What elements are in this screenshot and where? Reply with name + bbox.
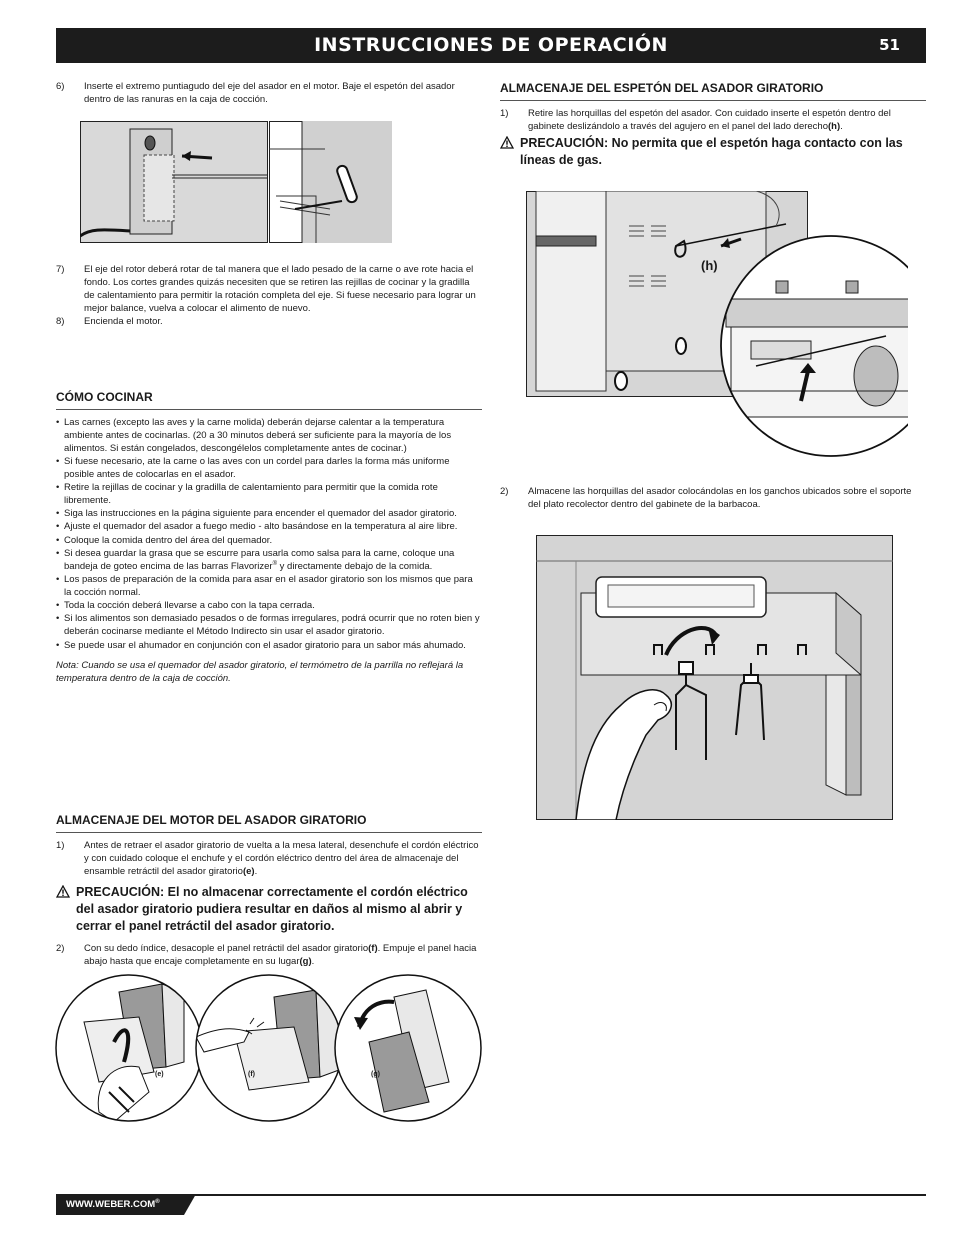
section-title: CÓMO COCINAR (56, 389, 482, 410)
cooking-note: Nota: Cuando se usa el quemador del asador giratorio, el termómetro de la parrilla no reflejará la temperatura dentro de la caja de cocción. (56, 659, 464, 684)
figure-spit-insert (80, 121, 392, 243)
section-motor-storage (56, 812, 482, 968)
caution-text: PRECAUCIÓN: El no almacenar correctamente el cordón eléctrico del asador giratorio pudiera resultar en daños al mismo al abrir y cerrar el panel retráctil del asador giratorio. (76, 884, 468, 934)
section-title: ALMACENAJE DEL MOTOR DEL ASADOR GIRATORIO (56, 812, 482, 833)
step-number: 2) (56, 942, 65, 954)
label-g: (g) (371, 1071, 380, 1078)
step-text: Retire las horquillas del espetón del asador. Con cuidado inserte el espetón dentro del gabinete deslizándolo a través del agujero en el panel del lado derecho (528, 107, 891, 132)
warning-triangle-icon (500, 136, 514, 149)
label-h: (h) (701, 258, 718, 273)
step-number: 2) (500, 486, 509, 497)
registered-mark: ® (272, 560, 278, 567)
caution-gas-lines (500, 135, 926, 170)
steps-7-8 (56, 263, 482, 329)
list-item: • Toda la cocción deberá llevarse a cabo con la tapa cerrada. (56, 599, 482, 612)
step-text: El eje del rotor deberá rotar de tal manera que el lado pesado de la carne o ave rote hacia el fondo. Los cortes grandes quizás necesiten que se retiren las rejillas de cocinar y la gradilla de calentamiento para permitir la rotación completa del eje. Si fuese necesario para lograr un mejor balance, vuelva a colocar el alimento de nuevo. (84, 264, 476, 315)
step-text: Inserte el extremo puntiagudo del eje del asador en el motor. Baje el espetón del asador dentro de las ranuras en la caja de cocción. (84, 81, 455, 106)
caution-text: PRECAUCIÓN: No permita que el espetón haga contacto con las líneas de gas. (520, 135, 903, 168)
list-item: • Siga las instrucciones en la página siguiente para encender el quemador del asador giratorio. (56, 507, 482, 520)
cooking-tips-list (56, 416, 482, 652)
figure-fork-hooks (536, 535, 893, 820)
step-number: 7) (56, 264, 65, 275)
list-item: • Los pasos de preparación de la comida para asar en el asador giratorio son los mismos que para la cocción normal. (56, 573, 482, 599)
step-text: Antes de retraer el asador giratorio de vuelta a la mesa lateral, desenchufe el cordón eléctrico y con cuidado coloque el enchufe y el cordón eléctrico dentro del área de almacenaje del ensamble retráctil del asador giratorio (84, 839, 479, 877)
list-item-text: Si desea guardar la grasa que se escurre para usarla como salsa para la carne, coloque una bandeja de goteo encima de las barras Flavorizer (64, 547, 455, 572)
step-6 (56, 80, 482, 106)
label-e: (e) (155, 1071, 164, 1078)
list-item: • Si los alimentos son demasiado pesados o de formas irregulares, podrá ocurrir que no roten bien y deberán cocinarse mediante el Método Indirecto sin usar el asador giratorio. (56, 612, 482, 638)
list-item (56, 547, 482, 573)
page-title: INSTRUCCIONES DE OPERACIÓN (314, 34, 668, 56)
footer-website[interactable]: WWW.WEBER.COM® (66, 1199, 160, 1211)
caution-cord (56, 884, 482, 936)
warning-triangle-icon (56, 885, 70, 898)
list-item: • Coloque la comida dentro del área del quemador. (56, 534, 482, 547)
step-number: 8) (56, 316, 65, 328)
step-number: 1) (56, 839, 65, 851)
header-bar (56, 28, 926, 63)
spit-storage-step-2 (500, 485, 926, 511)
step-text: Encienda el motor. (84, 316, 163, 328)
step-text-end: . (311, 955, 315, 967)
list-item: • Ajuste el quemador del asador a fuego medio - alto basándose en la temperatura al aire libre. (56, 520, 482, 533)
list-item: • Retire la rejillas de cocinar y la gradilla de calentamiento para permitir que la comida rote libremente. (56, 481, 482, 507)
section-title: ALMACENAJE DEL ESPETÓN DEL ASADOR GIRATORIO (500, 80, 926, 101)
step-text: Almacene las horquillas del asador colocándolas en los ganchos ubicados sobre el soporte del plato recolector dentro del gabinete de la barbacoa. (528, 486, 912, 511)
list-item-text: y directamente debajo de la comida. (277, 560, 433, 572)
figure-ref: (e) (242, 865, 255, 877)
list-item: • Si fuese necesario, ate la carne o las aves con un cordel para darles la forma más uniforme posible antes de colocarlas en el asador. (56, 455, 482, 481)
figure-ref: (g) (299, 955, 312, 967)
step-text: Con su dedo índice, desacople el panel retráctil del asador giratorio (84, 942, 369, 954)
step-text-end: . (840, 120, 843, 132)
figure-spit-cabinet (526, 191, 908, 467)
footer-website-tab (56, 1194, 196, 1215)
section-como-cocinar (56, 389, 482, 685)
step-number: 6) (56, 81, 65, 92)
list-item: • Las carnes (excepto las aves y la carne molida) deberán dejarse calentar a la temperatura ambiente antes de cocinarlas. (20 a 30 minutos deberá ser suficiente para la mayoría de los alimentos. Si están congelados, descongélelos completamente antes de cocinar.) (56, 416, 482, 455)
section-spit-storage (500, 80, 926, 169)
list-item: • Se puede usar el ahumador en conjunción con el asador giratorio para un sabor más ahumado. (56, 639, 482, 652)
figure-motor-storage-steps (54, 972, 484, 1124)
label-f: (f) (248, 1071, 255, 1078)
step-number: 1) (500, 107, 509, 119)
page-number: 51 (879, 36, 900, 54)
step-text-end: . (254, 865, 258, 877)
figure-ref: (h) (828, 120, 841, 132)
step-text: . Empuje el panel hacia abajo hasta que encaje completamente en su lugar (84, 942, 477, 967)
figure-ref: (f) (368, 942, 378, 954)
